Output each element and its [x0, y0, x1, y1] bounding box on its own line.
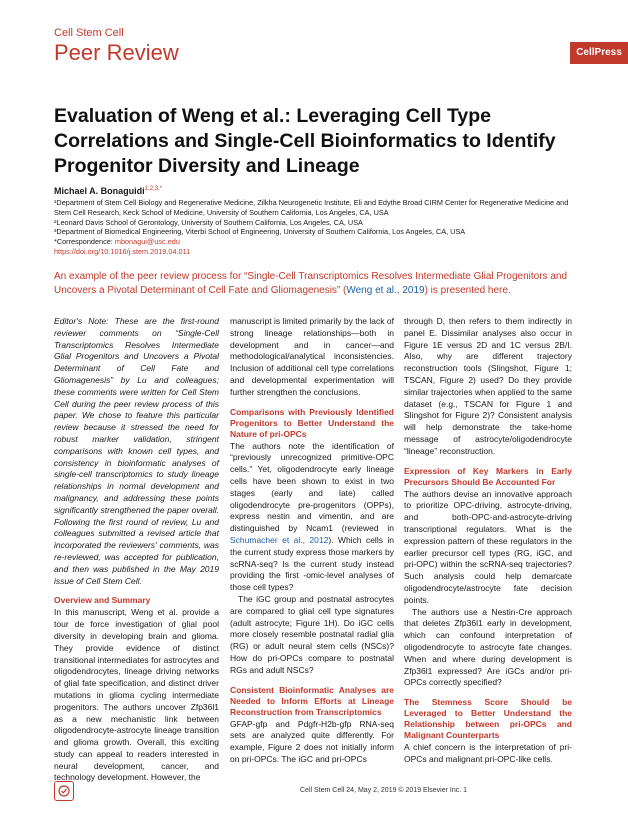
affiliation-2: ²Leonard Davis School of Gerontology, University of Southern California, Los Angeles, CA, USA [54, 217, 363, 227]
body-paragraph: The authors use a Nestin-Cre approach that deletes Zfp36l1 early in development, which can confound interpretation of oligodendrocyte to astrocyte fate changes. When and where during development is Zfp36l1 expressed? Are iGCs and/or pri-OPCs correctly specified? [404, 606, 572, 688]
body-paragraph: In this manuscript, Weng et al. provide a tour de force investigation of glial pool diversity in developing brain and glioma. They provide evidence of distinct transitional intermediates for astrocytes and oligodendrocytes, lineage driving networks of glial fate specification, and distinct driver mutations in glioma cycling intermediate progenitors. The authors uncover Zfp36l1 as a new mechanistic link between oligodendrocyte-astrocyte lineage transition and glioma growth. Overall, this exciting study can appeal to readers interested in neural development, cancer, and technology development. However, the [54, 607, 219, 783]
body-paragraph: through D, then refers to them indirectly in panel E. Dissimilar analyses also occur in Figure 1E versus 2D and 1C versus 2B/I. Also, why are different trajectory reconstruction tools (Slingshot, Figure 1; TSCAN, Figure 2) used? Do they provide similar trajectories when applied to the same dataset (e.g., TSCAN for Figure 1 and Slingshot for Figure 2)? Consistent analysis will help demonstrate the take-home message of astrocyte/oligodendrocyte “lineage” reconstruction. [404, 316, 572, 456]
author-name: Michael A. Bonaguidi$^{1,2,3,*}$ [54, 186, 163, 196]
section-heading-comparisons: Comparisons with Previously Identified Progenitors to Better Understand the Nature of pri-OPCs [230, 406, 394, 439]
section-label: Peer Review [54, 40, 179, 65]
reference-link[interactable]: Schumacher et al., 2012 [230, 534, 329, 545]
section-heading-bioinformatics: Consistent Bioinformatic Analyses are Needed to Inform Efforts at Lineage Reconstruction from Transcriptomics [230, 684, 394, 717]
journal-name: Cell Stem Cell [54, 27, 124, 39]
author-affiliation-marks: 1,2,3,* [144, 186, 163, 192]
body-paragraph: A chief concern is the interpretation of pri-OPCs and malignant pri-OPC-like cells. [404, 742, 572, 764]
check-for-updates-icon[interactable] [54, 781, 74, 801]
article-title: Evaluation of Weng et al.: Leveraging Cell Type Correlations and Single-Cell Bioinformatics to Identify Progenitor Diversity and Lineage [54, 105, 556, 177]
affiliation-1: ¹Department of Stem Cell Biology and Regenerative Medicine, Zilkha Neurogenetic Institute, Eli and Edythe Broad CIRM Center for Regenerative Medicine and Stem Cell Research, Keck School of Medicine, University of Southern California, Los Angeles, CA, USA [54, 198, 569, 217]
section-heading-markers: Expression of Key Markers in Early Precursors Should Be Accounted For [404, 465, 572, 487]
doi-link[interactable]: https://doi.org/10.1016/j.stem.2019.04.011 [54, 246, 191, 256]
footer-citation: Cell Stem Cell 24, May 2, 2019 © 2019 Elsevier Inc. 1 [300, 787, 468, 794]
body-paragraph: GFAP-gfp and Pdgfr-H2b-gfp RNA-seq sets are analyzed quite differently. For example, Figure 2 does not initially inform on pri-OPCs. The iGC and pri-OPCs [230, 718, 394, 764]
column-3 [404, 316, 572, 766]
editor-note: Editor's Note: These are the first-round reviewer comments on “Single-Cell Transcriptomics Resolves Intermediate Glial Progenitors and Uncovers a Pivotal Determinant of Cell Fate and Gliomagenesis” by Lu and colleagues; these comments were written for Cell Stem Cell during the peer review process of this paper. We chose to feature this particular review because it stressed the need for robust marker validation, stringent comparisons with known cell types, and consistency in bioinformatic analyses of single-cell transcriptomics to study lineage relationships in normal development and malignancy, and addressing these points significantly strengthened the paper overall. Following the first round of review, Lu and colleagues submitted a revised article that incorporated the reviewers' comments, was re-reviewed, was accepted for publication, and then was published in the May 2019 issue of Cell Stem Cell. [54, 316, 219, 586]
section-heading-overview: Overview and Summary [54, 595, 151, 606]
correspondence: *Correspondence: mbonagui@usc.edu [54, 237, 180, 247]
publisher-logo: CellPress [570, 42, 628, 64]
body-paragraph: The iGC group and postnatal astrocytes are compared to glial cell type signatures (adult astrocyte; Figure 1H). Do iGC cells more closely resemble postnatal radial glia (RG) or adult neural stem cells (NSCs)? How do pri-OPCs compare to postnatal RGs and adult NSCs? [230, 593, 394, 675]
body-paragraph: manuscript is limited primarily by the lack of strong lineage relationships—both in development and in cancer—and methodological/analytical inconsistencies. Inclusion of additional cell type correlations and developmental experimentation will further strengthen the conclusions. [230, 316, 394, 397]
body-paragraph: The authors note the identification of “previously unrecognized primitive-OPC cells.” Yet, oligodendrocyte early lineage cells have been shown to exist in two stages (early and late) called oligodendrocyte pre-progenitors (OPPs), express nestin and vimentin, and are distinguished by Ncam1 (reviewed in Schumacher et al., 2012). Which cells in the current study express those markers by scRNA-seq? Is the current study instead providing the first -omic-level analyses of those cell types? [230, 440, 394, 593]
correspondence-email[interactable]: mbonagui@usc.edu [114, 237, 180, 247]
affiliation-3: ³Department of Biomedical Engineering, Viterbi School of Engineering, University of Southern California, Los Angeles, CA, USA [54, 227, 466, 237]
abstract: An example of the peer review process for “Single-Cell Transcriptomics Resolves Intermediate Glial Progenitors and Uncovers a Pivotal Determinant of Cell Fate and Gliomagenesis” (Weng et al., 2019) is presented here. [54, 271, 568, 296]
column-2 [230, 316, 394, 766]
abstract-reference-link[interactable]: Weng et al., 2019 [346, 284, 425, 296]
body-paragraph: The authors devise an innovative approach to prioritize OPC-driving, astrocyte-driving, and both-OPC-and-astrocyte-driving transcriptional regulators. What is the expression pattern of these regulators in the earlier precursor cell types (RG, iGC, and pri-OPC) within the scRNA-seq trajectories? Such analysis could help demarcate oligodendrocyte/astrocyte fate decision points. [404, 488, 572, 605]
affiliations [54, 198, 574, 257]
section-heading-stemness: The Stemness Score Should be Leveraged to Better Understand the Relationship between pri-OPCs and Malignant Counterparts [404, 697, 572, 741]
column-1 [54, 316, 219, 784]
